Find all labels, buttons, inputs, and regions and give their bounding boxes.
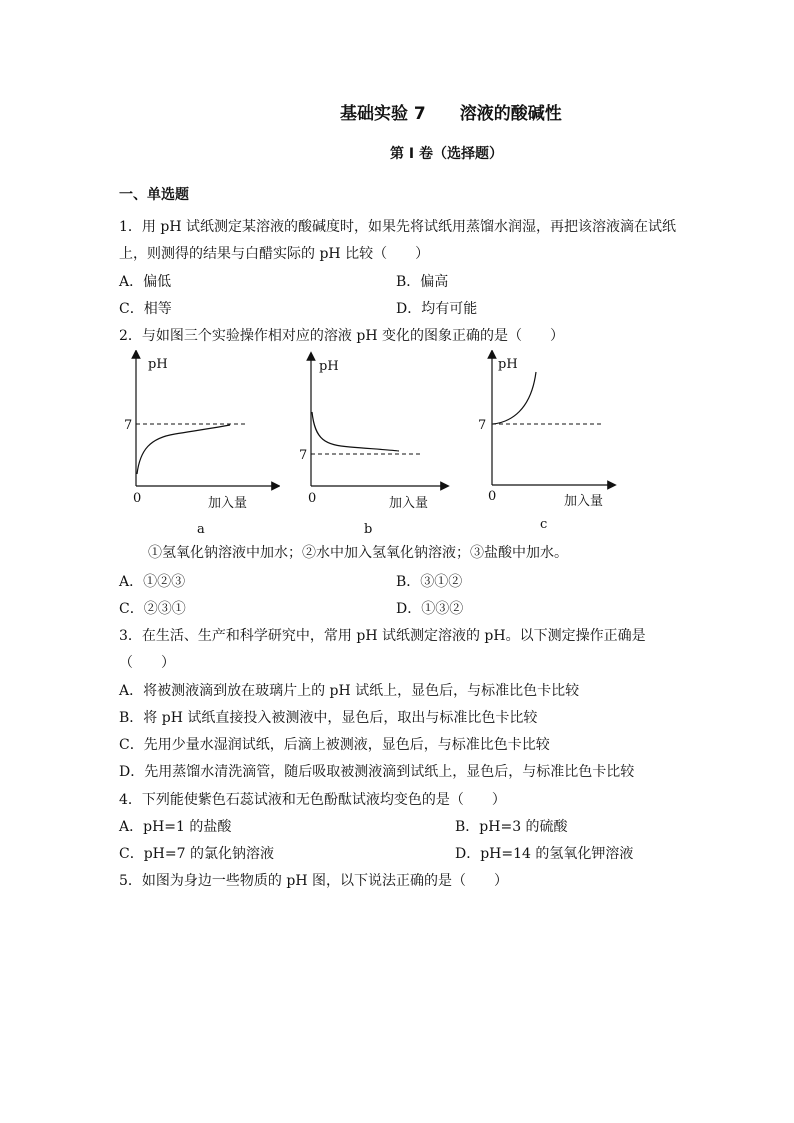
q3-option-c[interactable]: C．先用少量水湿润试纸，后滴上被测液，显色后，与标准比色卡比较 (119, 737, 550, 753)
chart-a (120, 350, 280, 540)
q1-line2: 上，则测得的结果与白醋实际的 pH 比较（ ） (119, 246, 430, 262)
y-label: pH (498, 357, 518, 372)
q1-line1: 1．用 pH 试纸测定某溶液的酸碱度时，如果先将试纸用蒸馏水润湿，再把该溶液滴在试纸 (119, 219, 676, 235)
q3-option-a[interactable]: A．将被测液滴到放在玻璃片上的 pH 试纸上，显色后，与标准比色卡比较 (119, 683, 580, 699)
origin-label: 0 (488, 489, 497, 504)
q2-option-a[interactable]: A．①②③ (119, 574, 186, 590)
q4-option-b[interactable]: B．pH=3 的硫酸 (455, 819, 568, 835)
curve-b (312, 412, 399, 451)
chart-caption: c (540, 517, 548, 532)
q3-line1: 3．在生活、生产和科学研究中，常用 pH 试纸测定溶液的 pH。以下测定操作正确是 (119, 628, 646, 644)
q3-line2: （ ） (119, 655, 175, 671)
x-label: 加入量 (389, 496, 429, 511)
q4-option-a[interactable]: A．pH=1 的盐酸 (119, 819, 232, 835)
curve-c (493, 372, 536, 424)
q5-stem: 5．如图为身边一些物质的 pH 图，以下说法正确的是（ ） (119, 873, 508, 889)
section-heading: 一、单选题 (119, 187, 189, 203)
curve-a (137, 425, 230, 474)
q4-option-d[interactable]: D．pH=14 的氢氧化钾溶液 (455, 846, 634, 862)
x-label: 加入量 (208, 496, 248, 511)
y-label: pH (148, 357, 168, 372)
q1-option-a[interactable]: A．偏低 (119, 274, 172, 290)
chart-b (295, 350, 455, 540)
origin-label: 0 (308, 491, 317, 506)
chart-caption: a (197, 522, 205, 537)
q1-option-c[interactable]: C．相等 (119, 301, 172, 317)
q1-option-d[interactable]: D．均有可能 (396, 301, 478, 317)
title-left: 基础实验 7 (340, 104, 426, 124)
q2-option-b[interactable]: B．③①② (396, 574, 463, 590)
q4-option-c[interactable]: C．pH=7 的氯化钠溶液 (119, 846, 274, 862)
q2-note: ①氢氧化钠溶液中加水；②水中加入氢氧化钠溶液；③盐酸中加水。 (148, 545, 568, 561)
chart-c (476, 350, 636, 540)
q3-option-d[interactable]: D．先用蒸馏水清洗滴管，随后吸取被测液滴到试纸上，显色后，与标准比色卡比较 (119, 764, 635, 780)
q4-stem: 4．下列能使紫色石蕊试液和无色酚酞试液均变色的是（ ） (119, 792, 506, 808)
tick-7: 7 (478, 418, 487, 433)
origin-label: 0 (133, 491, 142, 506)
q2-option-c[interactable]: C．②③① (119, 601, 186, 617)
tick-7: 7 (124, 418, 133, 433)
q1-option-b[interactable]: B．偏高 (396, 274, 449, 290)
q3-option-b[interactable]: B．将 pH 试纸直接投入被测液中，显色后，取出与标准比色卡比较 (119, 710, 538, 726)
tick-7: 7 (299, 448, 308, 463)
y-label: pH (319, 359, 339, 374)
title-right: 溶液的酸碱性 (459, 104, 562, 124)
chart-caption: b (364, 522, 373, 537)
q2-option-d[interactable]: D．①③② (396, 601, 464, 617)
subtitle: 第 I 卷（选择题） (390, 146, 503, 162)
doc-title (340, 99, 562, 124)
q2-stem: 2．与如图三个实验操作相对应的溶液 pH 变化的图象正确的是（ ） (119, 328, 564, 344)
x-label: 加入量 (564, 494, 604, 509)
